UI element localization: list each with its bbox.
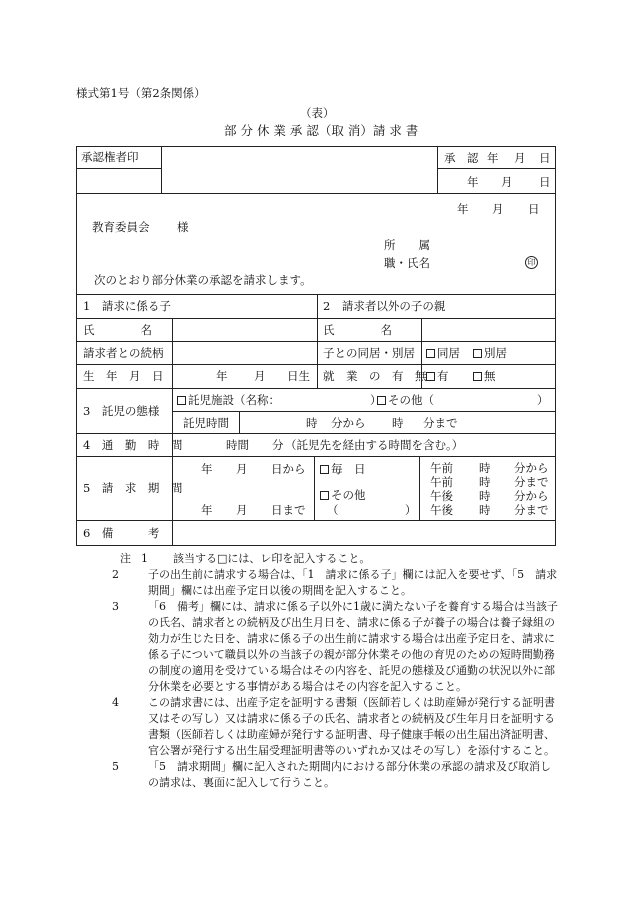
row-line [76, 341, 556, 342]
intro-text: 次のとおり部分休業の承認を請求します。 [94, 273, 312, 287]
other-paren-close: ） [405, 503, 417, 517]
checkbox-icon[interactable] [320, 465, 329, 474]
time-slot-4-hour: 時 [479, 503, 491, 517]
facility-option [177, 393, 280, 407]
notes-section [88, 551, 558, 791]
daily-label: 毎 日 [331, 462, 366, 476]
time-from-minute: 分から [331, 416, 366, 430]
from-month: 月 [236, 462, 248, 476]
approval2-year: 年 [467, 175, 479, 189]
time-slot-2-ampm: 午前 [430, 475, 453, 489]
section1-title: 1 請求に係る子 [83, 299, 171, 313]
note-item-5 [102, 759, 558, 791]
form-number: 様式第1号（第2条関係） [76, 86, 206, 100]
row-line [76, 456, 556, 457]
facility-close: ） [370, 393, 382, 407]
note-number: 3 [112, 600, 119, 613]
from-year: 年 [201, 462, 213, 476]
time-to-minute: 分まで [423, 416, 458, 430]
row-line [76, 388, 556, 389]
approval-label: 承 認 [444, 151, 479, 165]
name-label: 職・氏名 [384, 256, 430, 270]
time-slot-1-ampm: 午前 [430, 461, 453, 475]
request-month: 月 [492, 202, 504, 216]
approval2-month: 月 [501, 175, 513, 189]
row-line [76, 520, 556, 521]
cohabitation-label: 子との同居・別居 [323, 346, 415, 360]
work-option-1 [426, 369, 449, 383]
seal-label-line [76, 168, 161, 169]
checkbox-icon[interactable] [177, 396, 186, 405]
col-line [172, 318, 173, 388]
birth-year: 年 [216, 369, 228, 383]
note-text: 該当する□には、レ印を記入すること。 [173, 552, 371, 565]
child-name-label: 氏 名 [83, 323, 152, 337]
checkbox-icon[interactable] [377, 396, 386, 405]
note-number: 5 [112, 760, 119, 773]
relation-label: 請求者との続柄 [83, 346, 164, 360]
from-day: 日から [271, 462, 306, 476]
other-period-label: その他 [331, 488, 366, 502]
note-item-3 [102, 599, 558, 695]
approval-day: 日 [539, 151, 551, 165]
work-option-label: 無 [484, 369, 496, 383]
time-slot-2-hour: 時 [479, 475, 491, 489]
checkbox-icon[interactable] [426, 349, 435, 358]
row-line [76, 364, 556, 365]
work-option-2 [473, 369, 496, 383]
seal-box-divider [161, 146, 162, 193]
checkbox-icon[interactable] [473, 372, 482, 381]
row-line [76, 193, 556, 194]
approver-seal-label: 承認権者印 [81, 150, 139, 164]
notes-head: 注 [120, 552, 131, 565]
time-to-hour: 時 [392, 416, 404, 430]
commute-note: （託児先を経由する時間を含む。） [285, 438, 464, 452]
section5-label: 5 請 求 期 間 [83, 481, 183, 495]
commute-minute: 分 [272, 438, 284, 452]
childcare-time-label: 託児時間 [183, 416, 229, 430]
page-title: 部 分 休 業 承 認（取 消）請 求 書 [224, 123, 419, 138]
checkbox-icon[interactable] [426, 372, 435, 381]
time-slot-3-ampm: 午後 [430, 489, 453, 503]
time-slot-4-minute: 分まで [514, 503, 549, 517]
work-option-label: 有 [437, 369, 449, 383]
to-year: 年 [201, 503, 213, 517]
birth-day: 日生 [287, 369, 310, 383]
approval2-day: 日 [539, 175, 551, 189]
note-item-2 [102, 567, 558, 599]
time-from-hour: 時 [306, 416, 318, 430]
request-day: 日 [528, 202, 540, 216]
parent-name-label: 氏 名 [323, 323, 392, 337]
other-paren-open: （ [327, 503, 339, 517]
cohab-option-label: 別居 [484, 346, 507, 360]
note-text: この請求書には、出産予定を証明する書類（医師若しくは助産婦が発行する証明書又はその写し）又は請求に係る子の氏名、請求者との続柄及び生年月日を証明する書類（医師若しくは助産婦が発行する証明書、母子健康手帳の出生届出済証明書、官公署が発行する出生届受理証明書等のいずれか又はその写し）を添付すること。 [148, 696, 555, 757]
cohab-option-label: 同居 [437, 346, 460, 360]
time-slot-3-minute: 分から [514, 489, 549, 503]
note-text: 「6 備考」欄には、請求に係る子以外に1歳に満たない子を養育する場合は当該子の氏名、請求者との続柄及び出生月日を、請求に係る子が養子の場合は養子縁組の効力が生じた日を、請求に係る子の出生前に請求する場合は出産予定日を、請求に係る子について職員以外の当該子の親が部分休業その他の育児のための短時間勤務の制度の適用を受けている場合はその内容を、託児の態様及び通勤の状況以外に部分休業を必要とする事情がある場合はその内容を記入すること。 [148, 600, 558, 693]
row-line [76, 318, 556, 319]
commute-hour: 時間 [226, 438, 249, 452]
section4-label: 4 通 勤 時 間 [83, 438, 183, 452]
other-option [377, 393, 434, 407]
addressee-name: 教育委員会 [92, 220, 150, 234]
note-item-1 [88, 551, 558, 567]
addressee-honorific: 様 [177, 220, 189, 234]
employment-label: 就 業 の 有 無 [323, 369, 427, 383]
daily-option [320, 462, 366, 476]
to-month: 月 [236, 503, 248, 517]
note-text: 「5 請求期間」欄に記入された期間内における部分休業の承認の請求及び取消しの請求は、裏面に記入して行うこと。 [148, 760, 551, 789]
section2-title: 2 請求者以外の子の親 [323, 299, 446, 313]
time-slot-1-minute: 分から [514, 461, 549, 475]
to-day: 日まで [271, 503, 306, 517]
note-number: 2 [112, 568, 119, 581]
col-line [314, 456, 315, 520]
time-slot-2-minute: 分まで [514, 475, 549, 489]
row-line [76, 294, 556, 295]
other-close: ） [537, 393, 549, 407]
approval-month: 月 [514, 151, 526, 165]
col-line [317, 294, 318, 388]
other-period-option [320, 488, 366, 502]
birthdate-label: 生 年 月 日 [83, 369, 164, 383]
time-slot-3-hour: 時 [479, 489, 491, 503]
cohab-option-2 [473, 346, 507, 360]
birth-month: 月 [254, 369, 266, 383]
checkbox-icon[interactable] [320, 491, 329, 500]
time-slot-4-ampm: 午後 [430, 503, 453, 517]
note-text: 子の出生前に請求する場合は、「1 請求に係る子」欄には記入を要せず、「5 請求期間」欄には出産予定日以後の期間を記入すること。 [148, 568, 558, 597]
col-line [172, 388, 173, 546]
cohab-option-1 [426, 346, 460, 360]
other-label: その他（ [388, 393, 434, 407]
note-number: 4 [112, 696, 119, 709]
seal-mark-icon: 印 [525, 256, 538, 269]
note-number: 1 [141, 552, 148, 565]
facility-label: 託児施設（名称： [188, 393, 280, 407]
approval-line [437, 168, 556, 169]
col-line [239, 411, 240, 433]
row-line [76, 433, 556, 434]
form-side: （表） [300, 106, 335, 120]
row-line [172, 411, 556, 412]
dept-label: 所 属 [384, 238, 430, 252]
section3-label: 3 託児の態様 [83, 404, 160, 418]
col-line [419, 456, 420, 520]
approval-year: 年 [487, 151, 499, 165]
checkbox-icon[interactable] [473, 349, 482, 358]
approval-divider [437, 146, 438, 193]
time-slot-1-hour: 時 [479, 461, 491, 475]
section6-label: 6 備 考 [83, 526, 160, 540]
request-year: 年 [457, 202, 469, 216]
note-item-4 [102, 695, 558, 759]
